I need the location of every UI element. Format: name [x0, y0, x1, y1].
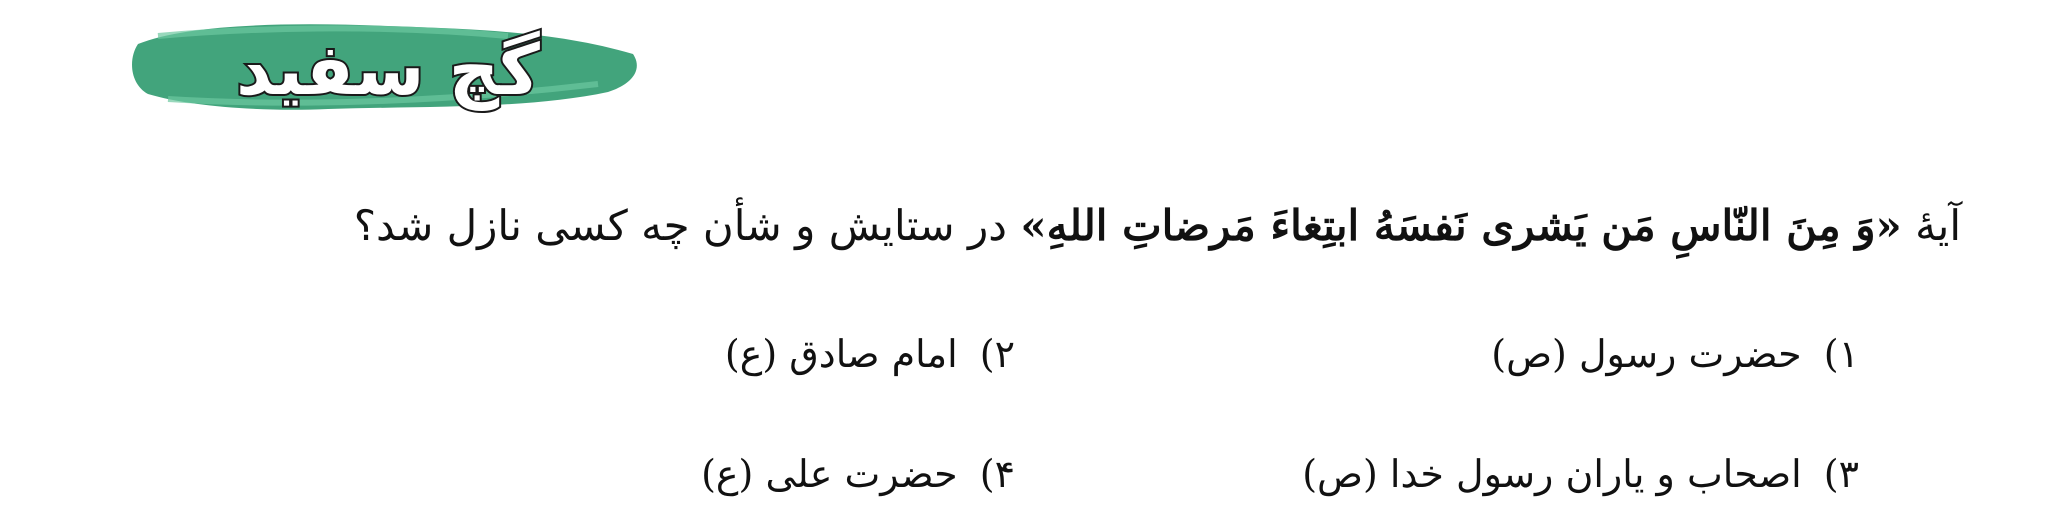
- option-4-text: حضرت علی (ع): [701, 452, 958, 496]
- option-2-number: ۲): [979, 332, 1015, 376]
- question-prefix: آیهٔ: [1915, 201, 1961, 250]
- option-2-text: امام صادق (ع): [724, 332, 958, 376]
- option-3[interactable]: [1302, 448, 1859, 500]
- question-suffix: در ستایش و شأن چه کسی نازل شد؟: [353, 201, 1007, 250]
- question-verse: «وَ مِنَ النّاسِ مَن یَشری نَفسَهُ ابتِغاءَ مَرضاتِ اللهِ»: [1020, 201, 1902, 250]
- option-4[interactable]: [701, 448, 1015, 500]
- logo-wordmark: گچ سفید: [236, 29, 540, 111]
- option-3-number: ۳): [1823, 452, 1859, 496]
- option-4-number: ۴): [979, 452, 1015, 496]
- option-1[interactable]: [1491, 328, 1859, 380]
- option-1-number: ۱): [1823, 332, 1859, 376]
- option-2[interactable]: [725, 328, 1015, 380]
- question-text: [354, 196, 1961, 256]
- option-3-text: اصحاب و یاران رسول خدا (ص): [1302, 452, 1802, 496]
- brand-logo: [128, 14, 648, 144]
- brand-logo-graphic: [128, 14, 648, 144]
- option-1-text: حضرت رسول (ص): [1491, 332, 1802, 376]
